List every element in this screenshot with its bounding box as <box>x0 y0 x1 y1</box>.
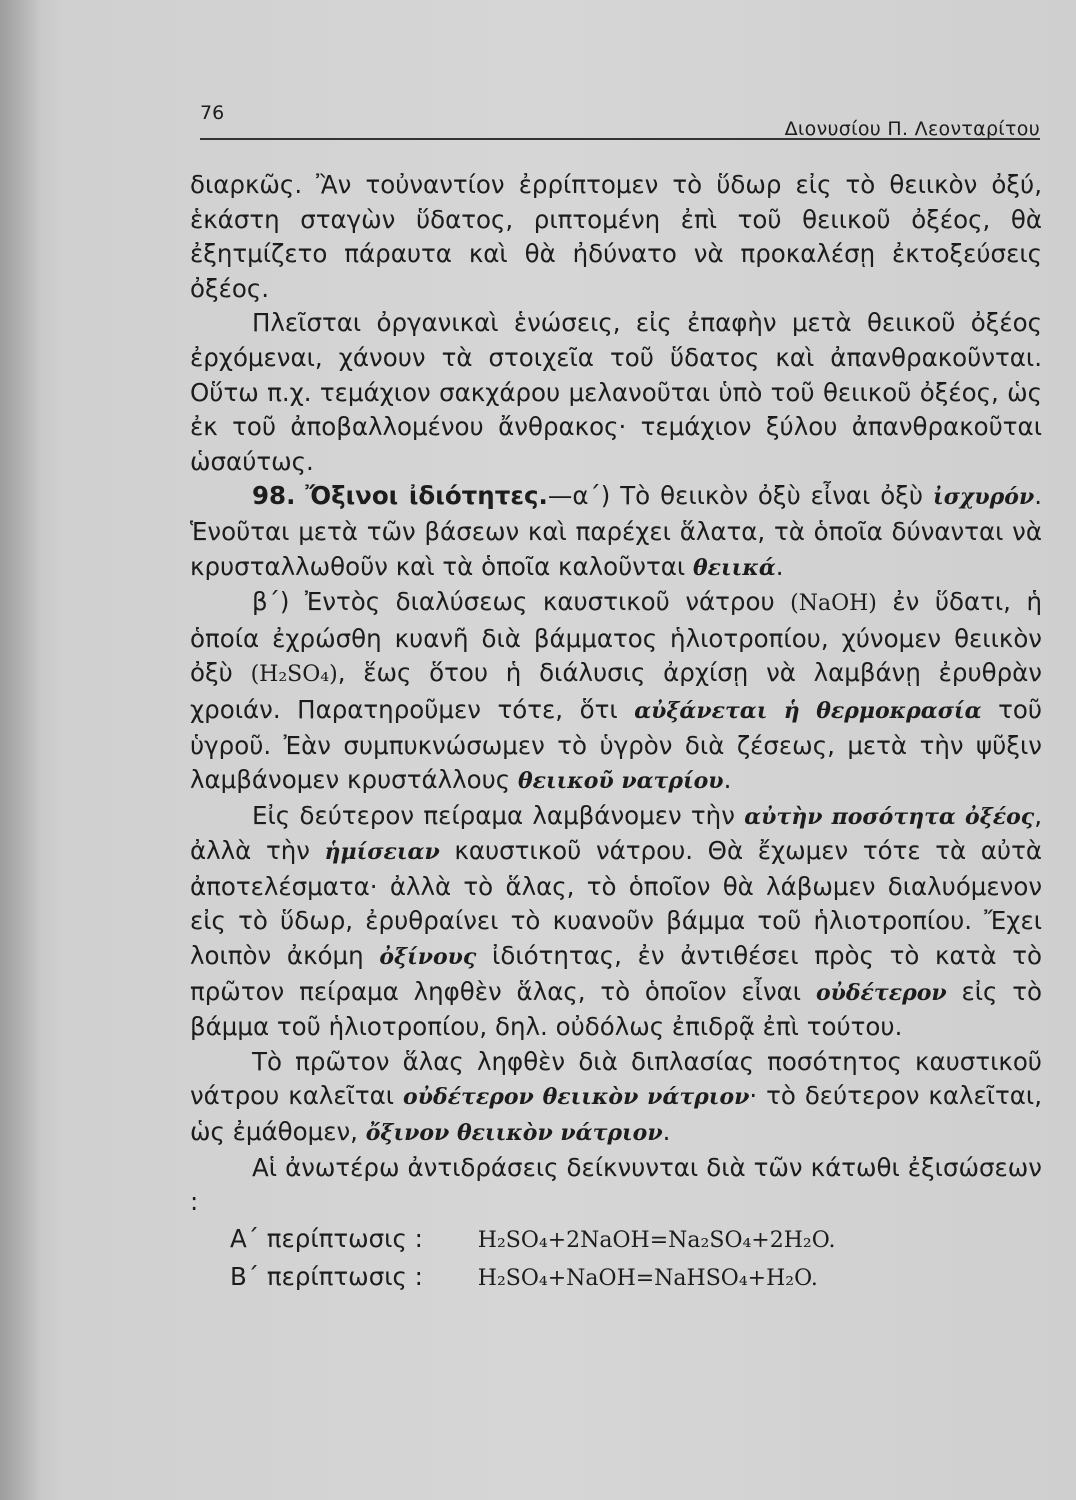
text-run: · τὸ δεύτερον καλεῖται, ὡς ἐμάθομεν, <box>190 1081 1042 1147</box>
emphasis: ὀξίνους <box>379 944 477 971</box>
paragraph-3-section-98 <box>190 479 1042 585</box>
emphasis: οὐδέτερον θειικὸν νάτριον <box>403 1084 750 1111</box>
text-run: . <box>662 1117 671 1147</box>
text-run: ἰδιότητας, ἐν ἀντιθέσει πρὸς τὸ κατὰ τὸ πρῶτον πείραμα ληφθὲν ἅλας, τὸ ὁποῖον εἶναι <box>190 941 1043 1006</box>
section-number: 98. <box>252 481 296 511</box>
text-run: . <box>723 765 732 795</box>
text-run: β΄) Ἐντὸς διαλύσεως καυστικοῦ νάτρου <box>252 587 775 617</box>
emphasis: ὄξινον θειικὸν νάτριον <box>365 1120 663 1147</box>
text-run: τοῦ ὑγροῦ. Ἐὰν συμπυκνώσωμεν τὸ ὑγρὸν διὰ ζέσεως, μετὰ τὴν ψῦξιν λαμβάνομεν κρυστάλλους <box>190 694 1042 795</box>
section-heading: Ὄξινοι ἰδιότητες. <box>305 481 548 511</box>
emphasis: θειικά <box>692 554 776 581</box>
emphasis: ἰσχυρόν <box>933 484 1035 511</box>
emphasis: οὐδέτερον <box>815 979 947 1006</box>
equation-b <box>190 1260 1042 1297</box>
text-run: , ἕως ὅτου ἡ διάλυσις ἀρχίσῃ νὰ λαμβάνῃ ἐρυθρὰν χροιάν. Παρατηροῦμεν τότε, ὅτι <box>190 658 1042 724</box>
equation-formula: H₂SO₄+NaOH=NaHSO₄+H₂O. <box>477 1266 818 1292</box>
text-run: —α΄) Τὸ θειικὸν ὀξὺ εἶναι ὀξὺ <box>547 481 924 511</box>
equation-a <box>190 1222 1042 1259</box>
text-run: Εἰς δεύτερον πείραμα λαμβάνομεν τὴν <box>252 800 735 830</box>
paragraph-7: Αἱ ἀνωτέρω ἀντιδράσεις δείκνυνται διὰ τῶν κάτωθι ἐξισώσεων : <box>190 1152 1042 1217</box>
body-text <box>190 168 1042 1297</box>
formula: (NaOH) <box>790 591 877 617</box>
paragraph-1: διαρκῶς. Ἂν τοὐναντίον ἐρρίπτομεν τὸ ὕδωρ εἰς τὸ θειικὸν ὀξύ, ἑκάστη σταγὼν ὕδατος, ριπτομένη ἐπὶ τοῦ θειικοῦ ὀξέος, θὰ ἐξητμίζετο πάραυτα καὶ θὰ ἠδύνατο νὰ προκαλέσῃ ἐκτοξεύσεις ὀξέος. <box>190 170 1042 303</box>
text-run: καυστικοῦ νάτρου. Θὰ ἔχωμεν τότε τὰ αὐτὰ ἀποτελέσματα· ἀλλὰ τὸ ἅλας, τὸ ὁποῖον θὰ λάβωμεν διαλυόμενον εἰς τὸ ὕδωρ, ἐρυθραίνει τὸ κυανοῦν βάμμα τοῦ ἡλιοτροπίου. Ἔχει λοιπὸν ἀκόμη <box>190 836 1042 971</box>
text-run: . Ἑνοῦται μετὰ τῶν βάσεων καὶ παρέχει ἅλατα, τὰ ὁποῖα δύνανται νὰ κρυσταλλωθοῦν καὶ τὰ ὁποῖα καλοῦνται <box>190 481 1043 581</box>
paragraph-4 <box>190 585 1042 799</box>
emphasis: ἡμίσειαν <box>324 839 440 866</box>
formula: (H₂SO₄) <box>250 662 338 688</box>
emphasis: θειικοῦ νατρίου <box>517 768 724 795</box>
text-run: , ἀλλὰ τὴν <box>190 800 1042 866</box>
emphasis: αὐξάνεται ἡ θερμοκρασία <box>634 697 982 724</box>
text-run: εἰς τὸ βάμμα τοῦ ἡλιοτροπίου, δηλ. οὐδόλως ἐπιδρᾷ ἐπὶ τούτου. <box>190 976 1042 1042</box>
equation-label: Β΄ περίπτωσις : <box>230 1262 423 1292</box>
emphasis: αὐτὴν ποσότητα ὀξέος <box>744 803 1035 830</box>
text-run: Τὸ πρῶτον ἅλας ληφθὲν διὰ διπλασίας ποσότητος καυστικοῦ νάτρου καλεῖται <box>190 1046 1042 1111</box>
paragraph-2: Πλεῖσται ὀργανικαὶ ἑνώσεις, εἰς ἐπαφὴν μετὰ θειικοῦ ὀξέος ἐρχόμεναι, χάνουν τὰ στοιχεῖα τοῦ ὕδατος καὶ ἀπανθρακοῦνται. Οὕτω π.χ. τεμάχιον σακχάρου μελανοῦται ὑπὸ τοῦ θειικοῦ ὀξέος, ὡς ἐκ τοῦ ἀποβαλλομένου ἄνθρακος· τεμάχιον ξύλου ἀπανθρακοῦται ὡσαύτως. <box>190 308 1042 476</box>
paragraph-6 <box>190 1045 1042 1151</box>
paragraph-5 <box>190 799 1042 1045</box>
equation-formula: H₂SO₄+2NaOH=Na₂SO₄+2H₂O. <box>477 1227 836 1253</box>
page-header <box>200 98 1040 140</box>
equation-label: Α΄ περίπτωσις : <box>230 1223 423 1253</box>
running-head: Διονυσίου Π. Λεονταρίτου <box>784 118 1040 140</box>
page-binding-shadow <box>0 0 40 1500</box>
text-run: . <box>775 551 784 581</box>
page-number: 76 <box>200 102 225 124</box>
text-run: ἐν ὕδατι, ἡ ὁποία ἐχρώσθη κυανῆ διὰ βάμματος ἡλιοτροπίου, χύνομεν θειικὸν ὀξὺ <box>190 587 1042 688</box>
